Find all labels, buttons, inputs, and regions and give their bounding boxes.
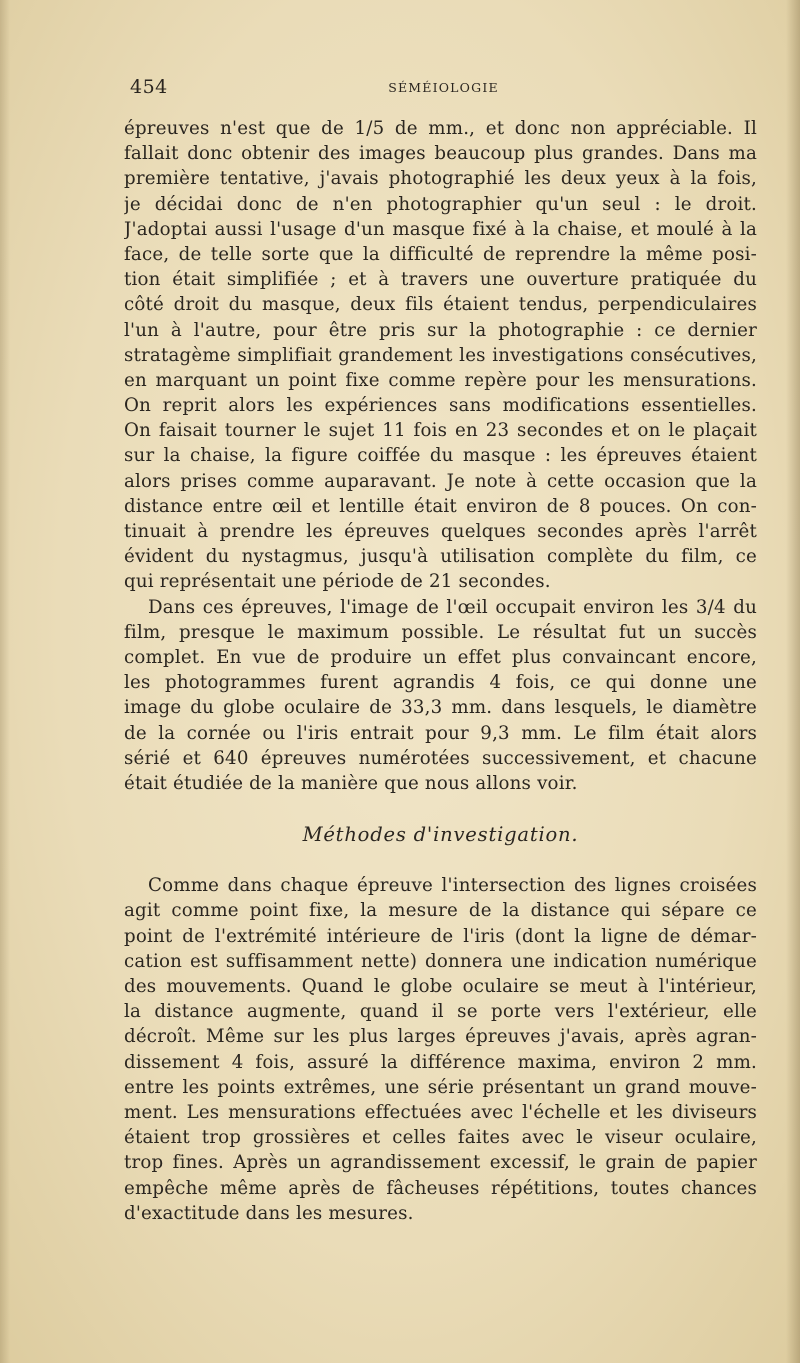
text-line: image du globe oculaire de 33,3 mm. dans lesquels, le diamètre: [124, 697, 757, 719]
text-line: sur la chaise, la figure coiffée du masque : les épreuves étaient: [124, 445, 757, 467]
text-line: la distance augmente, quand il se porte vers l'extérieur, elle: [124, 1001, 757, 1023]
text-line: tion était simplifiée ; et à travers une ouverture pratiquée du: [124, 269, 757, 291]
text-line: était étudiée de la manière que nous allons voir.: [124, 772, 578, 794]
running-head: [130, 76, 757, 102]
text-line: Dans ces épreuves, l'image de l'œil occupait environ les 3/4 du: [148, 596, 757, 618]
text-line: je décidai donc de n'en photographier qu'un seul : le droit.: [124, 193, 757, 215]
text-line: On faisait tourner le sujet 11 fois en 23 secondes et on le plaçait: [124, 420, 757, 442]
text-line: ment. Les mensurations effectuées avec l'échelle et les diviseurs: [124, 1101, 757, 1123]
text-line: trop fines. Après un agrandissement excessif, le grain de papier: [124, 1152, 757, 1174]
text-line: étaient trop grossières et celles faites avec le viseur oculaire,: [124, 1127, 757, 1149]
text-line: l'un à l'autre, pour être pris sur la photographie : ce dernier: [124, 319, 757, 341]
text-line: des mouvements. Quand le globe oculaire se meut à l'intérieur,: [124, 976, 757, 997]
text-line: entre les points extrêmes, une série présentant un grand mouve-: [124, 1076, 757, 1098]
text-line: fallait donc obtenir des images beaucoup plus grandes. Dans ma: [124, 143, 757, 165]
text-line: stratagème simplifiait grandement les investigations consécutives,: [124, 344, 757, 366]
text-line: point de l'extrémité intérieure de l'iris (dont la ligne de démar-: [124, 925, 757, 947]
section-heading: Méthodes d'investigation.: [302, 823, 579, 847]
text-line: évident du nystagmus, jusqu'à utilisation complète du film, ce: [124, 546, 757, 568]
text-line: épreuves n'est que de 1/5 de mm., et donc non appréciable. Il: [124, 118, 757, 139]
text-line: côté droit du masque, deux fils étaient tendus, perpendiculaires: [124, 294, 757, 316]
running-title: SÉMÉIOLOGIE: [388, 80, 499, 95]
text-line: On reprit alors les expériences sans modifications essentielles.: [124, 395, 757, 417]
page-number: 454: [130, 76, 168, 98]
text-line: en marquant un point fixe comme repère pour les mensurations.: [124, 369, 757, 391]
text-line: dissement 4 fois, assuré la différence maxima, environ 2 mm.: [124, 1051, 757, 1073]
paragraph-1: [124, 116, 757, 595]
page-edge-shadow: [786, 0, 800, 1363]
text-line: les photogrammes furent agrandis 4 fois, ce qui donne une: [124, 672, 757, 694]
text-line: de la cornée ou l'iris entrait pour 9,3 mm. Le film était alors: [124, 722, 757, 744]
text-line: complet. En vue de produire un effet plus convaincant encore,: [124, 646, 757, 668]
text-line: face, de telle sorte que la difficulté de reprendre la même posi-: [124, 243, 757, 265]
text-line: distance entre œil et lentille était environ de 8 pouces. On con-: [124, 495, 757, 517]
body-text: [124, 116, 757, 1226]
text-line: tinuait à prendre les épreuves quelques secondes après l'arrêt: [124, 521, 757, 542]
text-line: qui représentait une période de 21 secondes.: [124, 571, 551, 593]
paragraph-2: [124, 595, 757, 797]
text-line: empêche même après de fâcheuses répétitions, toutes chances: [124, 1177, 757, 1199]
text-line: cation est suffisamment nette) donnera une indication numérique: [124, 950, 757, 972]
text-line: J'adoptai aussi l'usage d'un masque fixé à la chaise, et moulé à la: [124, 218, 757, 240]
text-line: décroît. Même sur les plus larges épreuves j'avais, après agran-: [124, 1026, 757, 1048]
text-line: première tentative, j'avais photographié les deux yeux à la fois,: [124, 168, 757, 190]
text-line: sérié et 640 épreuves numérotées successivement, et chacune: [124, 747, 757, 769]
paragraph-3: [124, 873, 757, 1226]
text-line: agit comme point fixe, la mesure de la distance qui sépare ce: [124, 900, 757, 922]
text-line: alors prises comme auparavant. Je note à cette occasion que la: [124, 470, 757, 492]
text-line: d'exactitude dans les mesures.: [124, 1202, 414, 1224]
text-line: film, presque le maximum possible. Le résultat fut un succès: [124, 621, 757, 643]
text-line: Comme dans chaque épreuve l'intersection des lignes croisées: [148, 875, 757, 897]
page-gutter-shadow: [0, 0, 10, 1363]
